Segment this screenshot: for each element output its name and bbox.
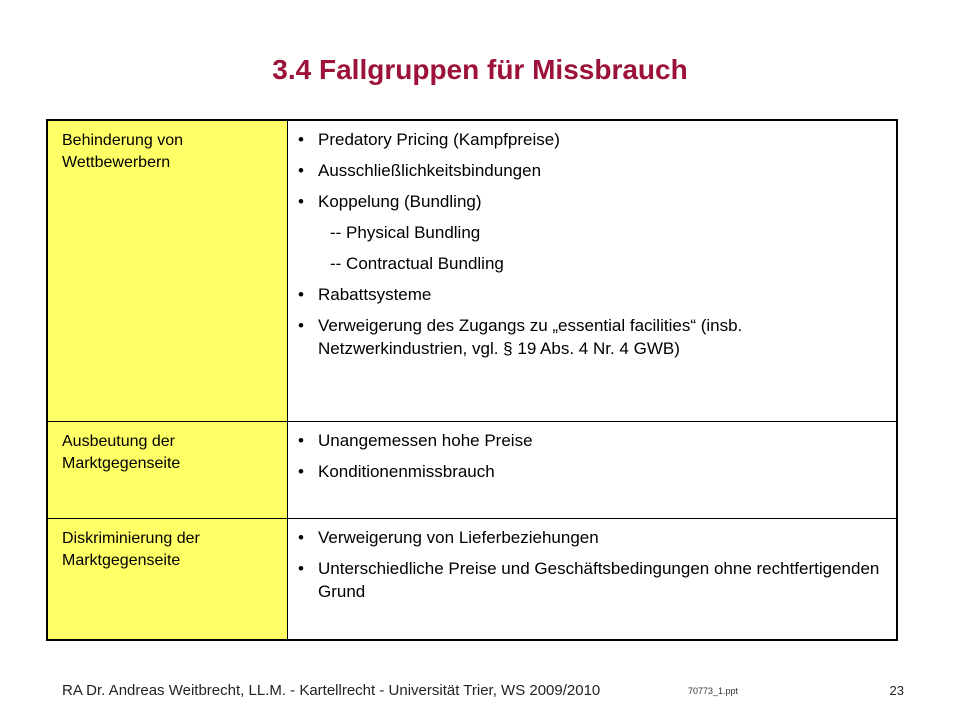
list-item: • Predatory Pricing (Kampfpreise) <box>298 128 884 151</box>
footer-filename: 70773_1.ppt <box>688 686 739 696</box>
list-item: • Konditionenmissbrauch <box>298 460 884 483</box>
footer-author: RA Dr. Andreas Weitbrecht, LL.M. - Kartellrecht - Universität Trier, WS 2009/2010 <box>62 682 601 699</box>
items-cell <box>288 519 896 639</box>
list-item: • Verweigerung von Lieferbeziehungen <box>298 526 884 549</box>
list-item: • Verweigerung des Zugangs zu „essential facilities“ (insb. Netzwerkindustrien, vgl. § 19 Abs. 4 Nr. 4 GWB) <box>298 314 884 360</box>
list-item: • Unangemessen hohe Preise <box>298 429 884 452</box>
items-cell <box>288 422 896 519</box>
category-cell: Behinderung von Wettbewerbern <box>48 121 288 422</box>
sub-list-item: -- Physical Bundling <box>330 223 481 242</box>
sub-list-item: -- Contractual Bundling <box>330 254 504 273</box>
list-item: • Rabattsysteme <box>298 283 884 306</box>
category-cell: Diskriminierung der Marktgegenseite <box>48 519 288 639</box>
category-cell: Ausbeutung der Marktgegenseite <box>48 422 288 519</box>
page-number: 23 <box>889 683 904 698</box>
items-cell <box>288 121 896 422</box>
list-item: • Ausschließlichkeitsbindungen <box>298 159 884 182</box>
slide-title: 3.4 Fallgruppen für Missbrauch <box>272 54 688 85</box>
list-item: • Koppelung (Bundling) <box>298 190 884 213</box>
abuse-cases-table <box>46 119 898 641</box>
list-item: • Unterschiedliche Preise und Geschäftsbedingungen ohne rechtfertigenden Grund <box>298 557 884 603</box>
